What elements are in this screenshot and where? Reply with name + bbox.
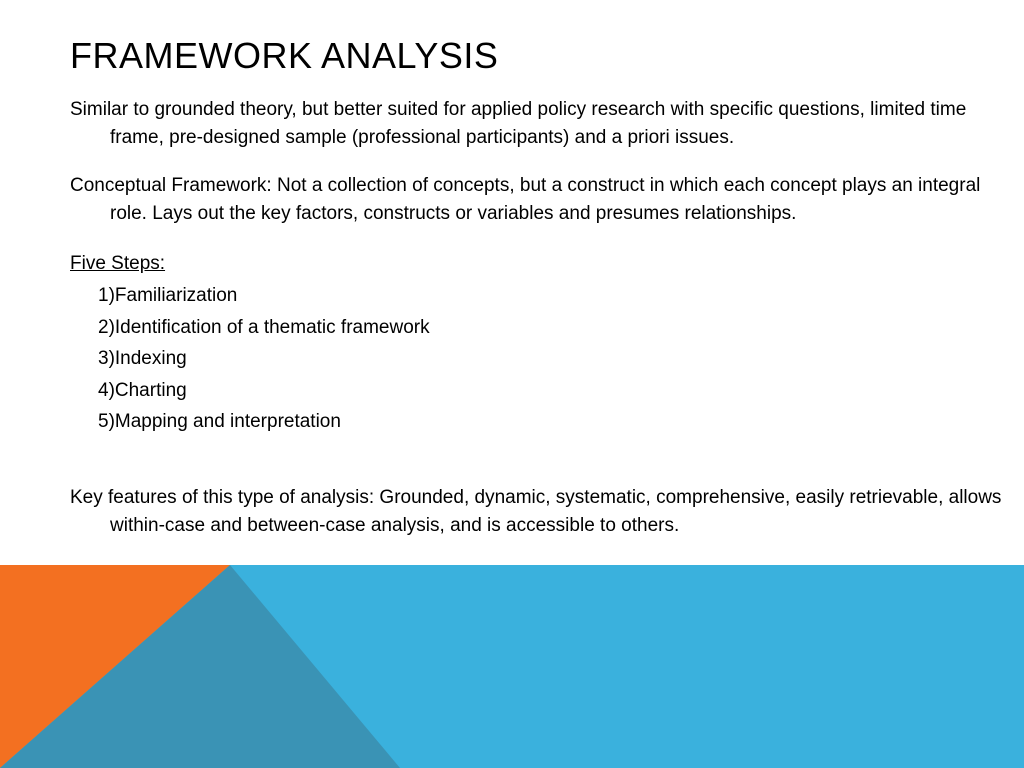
slide-title: FRAMEWORK ANALYSIS xyxy=(70,35,499,76)
list-item-step-5: 5)Mapping and interpretation xyxy=(98,411,341,432)
decorative-footer-shapes xyxy=(0,565,1024,768)
paragraph-conceptual-framework: Conceptual Framework: Not a collection of concepts, but a construct in which each concept plays an integral role. Lays out the key factors, constructs or variables and presumes relationships. xyxy=(70,175,981,224)
list-item-step-2: 2)Identification of a thematic framework xyxy=(98,316,430,338)
list-item-step-1: 1)Familiarization xyxy=(98,285,238,306)
steps-list xyxy=(70,280,1010,438)
slide-body xyxy=(70,96,1010,540)
paragraph-key-features: Key features of this type of analysis: Grounded, dynamic, systematic, comprehensive, easily retrievable, allows within-case and between-case analysis, and is accessible to others. xyxy=(70,486,1002,536)
steps-heading: Five Steps: xyxy=(70,253,166,274)
list-item-step-3: 3)Indexing xyxy=(98,348,187,369)
list-item-step-4: 4)Charting xyxy=(98,379,187,401)
paragraph-grounded-theory: Similar to grounded theory, but better suited for applied policy research with specific questions, limited time frame, pre-designed sample (professional participants) and a priori issues. xyxy=(70,99,967,148)
